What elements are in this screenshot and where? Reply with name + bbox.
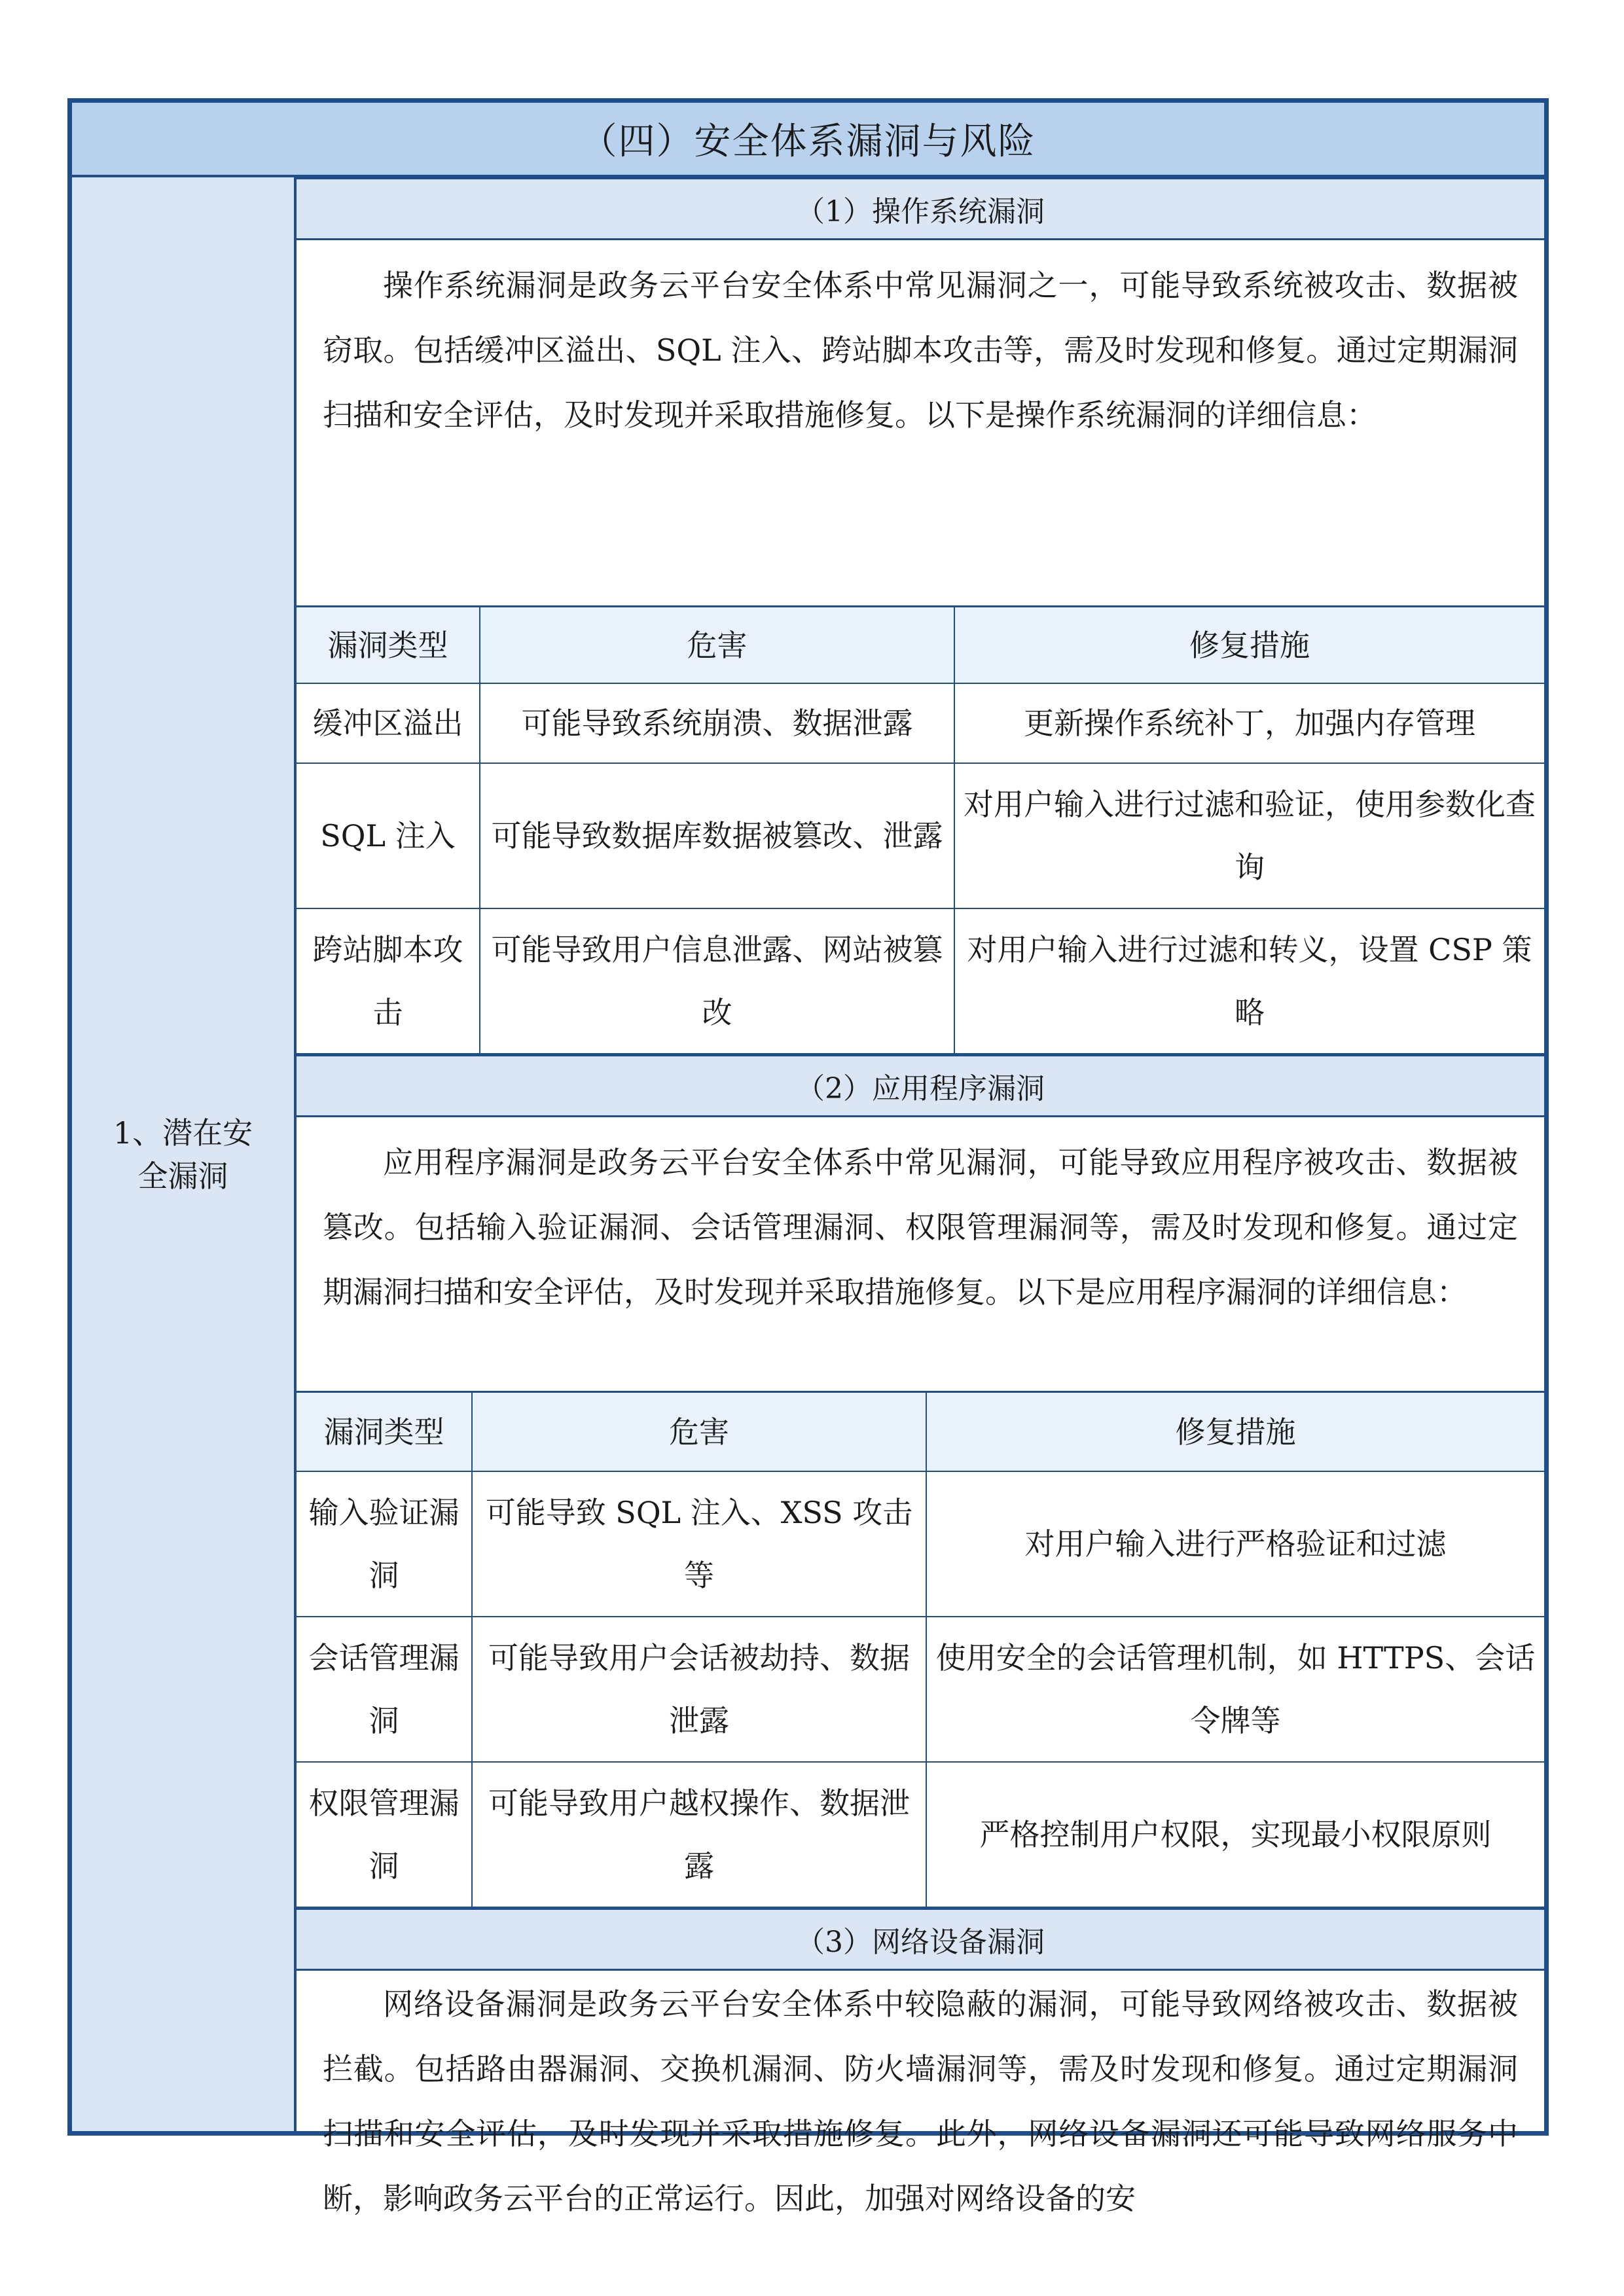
paragraph-text: 应用程序漏洞是政务云平台安全体系中常见漏洞，可能导致应用程序被攻击、数据被篡改。包括输入验证漏洞、会话管理漏洞、权限管理漏洞等，需及时发现和修复。通过定期漏洞扫描和安全评估，及时发现并采取措施修复。以下是应用程序漏洞的详细信息： — [323, 1145, 1518, 1310]
table-header-fix: 修复措施 — [955, 605, 1544, 684]
section-heading-os: （1）操作系统漏洞 — [297, 177, 1544, 240]
table-header-fix: 修复措施 — [927, 1391, 1544, 1472]
table-header-type: 漏洞类型 — [297, 605, 480, 684]
table-row-cell: 对用户输入进行严格验证和过滤 — [927, 1472, 1544, 1617]
table-row-cell: 严格控制用户权限，实现最小权限原则 — [927, 1763, 1544, 1908]
page-title: （四）安全体系漏洞与风险 — [72, 103, 1544, 177]
section-heading-app: （2）应用程序漏洞 — [297, 1054, 1544, 1117]
table-header-harm: 危害 — [473, 1391, 927, 1472]
table-row-cell: 会话管理漏洞 — [297, 1617, 473, 1763]
section-paragraph-network — [297, 1971, 1544, 2216]
section-paragraph-app — [297, 1117, 1544, 1391]
table-row-cell: 更新操作系统补丁，加强内存管理 — [955, 684, 1544, 764]
paragraph-text: 操作系统漏洞是政务云平台安全体系中常见漏洞之一，可能导致系统被攻击、数据被窃取。包括缓冲区溢出、SQL 注入、跨站脚本攻击等，需及时发现和修复。通过定期漏洞扫描和安全评估，及时发现并采取措施修复。以下是操作系统漏洞的详细信息： — [323, 268, 1518, 433]
table-row-cell: 缓冲区溢出 — [297, 684, 480, 764]
table-row-cell: 可能导致数据库数据被篡改、泄露 — [480, 764, 955, 909]
table-row-cell: 可能导致 SQL 注入、XSS 攻击等 — [473, 1472, 927, 1617]
table-row-cell: 跨站脚本攻击 — [297, 909, 480, 1054]
table-row-cell: 可能导致系统崩溃、数据泄露 — [480, 684, 955, 764]
table-row-cell: SQL 注入 — [297, 764, 480, 909]
table-header-type: 漏洞类型 — [297, 1391, 473, 1472]
table-row-cell: 对用户输入进行过滤和验证，使用参数化查询 — [955, 764, 1544, 909]
table-row-cell: 可能导致用户会话被劫持、数据泄露 — [473, 1617, 927, 1763]
table-row-cell: 输入验证漏洞 — [297, 1472, 473, 1617]
category-label: 1、潜在安全漏洞 — [72, 177, 297, 2131]
table-header-harm: 危害 — [480, 605, 955, 684]
table-row-cell: 使用安全的会话管理机制，如 HTTPS、会话令牌等 — [927, 1617, 1544, 1763]
paragraph-text: 网络设备漏洞是政务云平台安全体系中较隐蔽的漏洞，可能导致网络被攻击、数据被拦截。包括路由器漏洞、交换机漏洞、防火墙漏洞等，需及时发现和修复。通过定期漏洞扫描和安全评估，及时发现并采取措施修复。此外，网络设备漏洞还可能导致网络服务中断，影响政务云平台的正常运行。因此，加强对网络设备的安 — [323, 1986, 1518, 2216]
section-paragraph-os — [297, 240, 1544, 605]
table-row-cell: 可能导致用户信息泄露、网站被篡改 — [480, 909, 955, 1054]
section-heading-network: （3）网络设备漏洞 — [297, 1908, 1544, 1971]
table-row-cell: 可能导致用户越权操作、数据泄露 — [473, 1763, 927, 1908]
table-row-cell: 对用户输入进行过滤和转义，设置 CSP 策略 — [955, 909, 1544, 1054]
table-row-cell: 权限管理漏洞 — [297, 1763, 473, 1908]
document-frame — [67, 98, 1549, 2216]
